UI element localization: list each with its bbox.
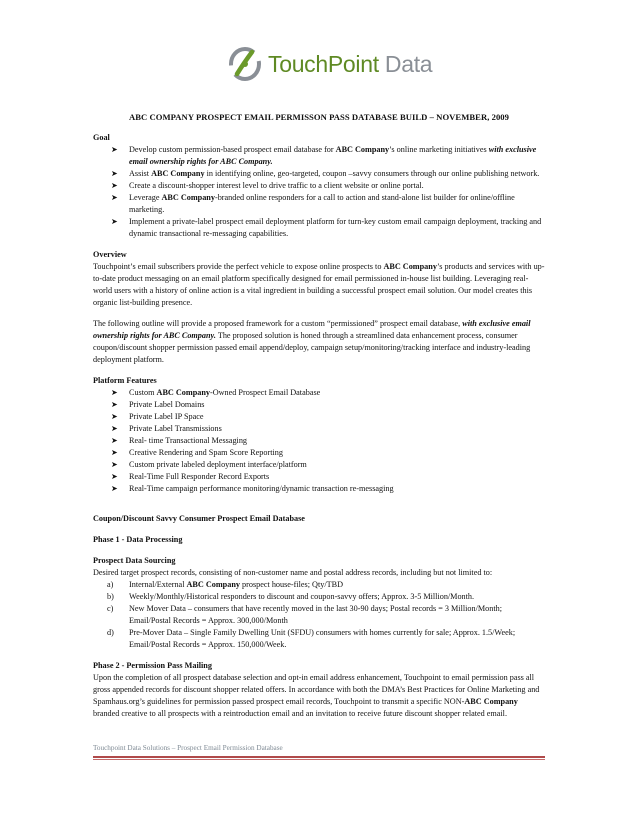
logo-name-part1: TouchPoint xyxy=(268,50,379,77)
arrow-bullet-icon: ➤ xyxy=(111,193,118,202)
feature-text: Private Label IP Space xyxy=(129,412,204,421)
overview-p2-emphasis: with exclusive email ownership rights for ABC Company. xyxy=(93,319,531,340)
goal-2-text-end: in identifying online, geo-targeted, coupon –savvy consumers through our online publishing network. xyxy=(204,169,540,178)
touchpoint-logo xyxy=(228,44,432,84)
spacer xyxy=(93,525,545,534)
spacer xyxy=(93,240,545,249)
list-marker: c) xyxy=(107,604,114,613)
list-marker: d) xyxy=(107,628,114,637)
company-name: ABC Company xyxy=(186,580,240,589)
source-d-text: Pre-Mover Data – Single Family Dwelling Unit (SFDU) consumers with homes currently for sale; Approx. 1.5/Week; Email/Postal Records = Approx. 150,000/Week. xyxy=(129,628,516,649)
feature-text: Real-Time campaign performance monitoring/dynamic transaction re-messaging xyxy=(129,484,394,493)
spacer xyxy=(93,651,545,660)
feature-text: Private Label Domains xyxy=(129,400,205,409)
phase-2-heading: Phase 2 - Permission Pass Mailing xyxy=(93,661,212,670)
source-a-text: Internal/External xyxy=(129,580,187,589)
phase-1-intro: Desired target prospect records, consisting of non-customer name and postal address records, including but not limited to: xyxy=(93,568,493,577)
phase-1-heading: Phase 1 - Data Processing xyxy=(93,535,183,544)
company-name: ABC Company xyxy=(335,145,390,154)
company-name: ABC Company xyxy=(161,193,215,202)
spacer xyxy=(93,366,545,375)
company-name: ABC Company xyxy=(156,388,210,397)
spacer xyxy=(93,546,545,555)
list-item xyxy=(107,627,545,651)
coupon-database-heading: Coupon/Discount Savvy Consumer Prospect Email Database xyxy=(93,514,305,523)
footer-rule-thin xyxy=(93,759,545,760)
overview-p2-text-end: The proposed solution is honed through a streamlined data enhancement process, consumer coupon/discount shopper permission passed email append/deploy, campaign setup/monitoring/tracking interface and industry-leading deployment platform. xyxy=(93,331,531,364)
list-item xyxy=(111,168,545,180)
spacer xyxy=(93,495,545,513)
list-item xyxy=(111,459,545,471)
overview-p1-text-end: ’s products and services with up-to-date product messaging on an email platform specifically designed for email permissioned in-house list building. Leveraging real-world users with a history of online action is a vital ingredient in building a successful prospect email solution. Our model creates this organic list-building presence. xyxy=(93,262,545,307)
list-item xyxy=(111,216,545,240)
document-body xyxy=(93,132,545,720)
arrow-bullet-icon: ➤ xyxy=(111,217,118,226)
arrow-bullet-icon: ➤ xyxy=(111,484,118,493)
source-c-text: New Mover Data – consumers that have recently moved in the last 30-90 days; Postal records = 3 Million/Month; Email/Postal Records = Approx. 300,000/Month xyxy=(129,604,502,625)
company-name: ABC Company xyxy=(464,697,518,706)
platform-features-heading: Platform Features xyxy=(93,376,157,385)
arrow-bullet-icon: ➤ xyxy=(111,388,118,397)
arrow-bullet-icon: ➤ xyxy=(111,169,118,178)
company-name: ABC Company xyxy=(151,169,205,178)
list-item xyxy=(111,399,545,411)
list-item xyxy=(111,387,545,399)
arrow-bullet-icon: ➤ xyxy=(111,460,118,469)
source-a-text-end: prospect house-files; Qty/TBD xyxy=(239,580,343,589)
overview-paragraph-2 xyxy=(93,318,545,366)
list-item xyxy=(111,192,545,216)
arrow-bullet-icon: ➤ xyxy=(111,436,118,445)
feature-text: Private Label Transmissions xyxy=(129,424,222,433)
arrow-bullet-icon: ➤ xyxy=(111,472,118,481)
goal-1-text: Develop custom permission-based prospect email database for xyxy=(129,145,336,154)
list-item xyxy=(111,483,545,495)
page-footer: Touchpoint Data Solutions – Prospect Email Permission Database xyxy=(93,744,283,752)
source-b-text: Weekly/Monthly/Historical responders to discount and coupon-savvy offers; Approx. 3-5 Million/Month. xyxy=(129,592,475,601)
list-item xyxy=(107,603,545,627)
overview-heading: Overview xyxy=(93,250,127,259)
goal-4-text: Leverage xyxy=(129,193,162,202)
logo-wordmark xyxy=(268,51,432,78)
goal-heading: Goal xyxy=(93,133,110,142)
feature-text: Custom private labeled deployment interface/platform xyxy=(129,460,307,469)
arrow-bullet-icon: ➤ xyxy=(111,181,118,190)
list-item xyxy=(111,435,545,447)
goal-5-text: Implement a private-label prospect email deployment platform for turn-key custom email campaign deployment, tracking and dynamic transactional re-messaging capabilities. xyxy=(129,217,542,238)
platform-features-list xyxy=(93,387,545,495)
document-title: ABC COMPANY PROSPECT EMAIL PERMISSON PASS DATABASE BUILD – NOVEMBER, 2009 xyxy=(129,112,509,122)
list-item xyxy=(107,591,545,603)
phase-2-text: Upon the completion of all prospect database selection and opt-in email address enhancement, Touchpoint to email permission pass all gross appended records for discount shopper related offers. In accordance with both the DMA’s Best Practices for Online Marketing and Spamhaus.org’s guidelines for permission passed prospect email records, Touchpoint to transmit a specific NON- xyxy=(93,673,540,706)
spacer xyxy=(93,309,545,318)
goal-list xyxy=(93,144,545,240)
list-item xyxy=(111,180,545,192)
goal-3-text: Create a discount-shopper interest level to drive traffic to a client website or online portal. xyxy=(129,181,424,190)
arrow-bullet-icon: ➤ xyxy=(111,448,118,457)
list-item xyxy=(111,471,545,483)
feature-text: Creative Rendering and Spam Score Reporting xyxy=(129,448,283,457)
list-item xyxy=(111,411,545,423)
phase-2-text-end: branded creative to all prospects with a reintroduction email and an invitation to receive future discount shopper related email. xyxy=(93,709,508,718)
feature-1-text: Custom xyxy=(129,388,157,397)
phase-2-paragraph xyxy=(93,672,545,720)
list-item xyxy=(111,423,545,435)
list-item xyxy=(111,447,545,459)
arrow-bullet-icon: ➤ xyxy=(111,424,118,433)
goal-2-text: Assist xyxy=(129,169,152,178)
prospect-data-sourcing-heading: Prospect Data Sourcing xyxy=(93,556,176,565)
footer-rule xyxy=(93,756,545,758)
list-marker: b) xyxy=(107,592,114,601)
touchpoint-swirl-icon xyxy=(228,46,262,82)
overview-p2-text: The following outline will provide a proposed framework for a custom “permissioned” prospect email database, xyxy=(93,319,463,328)
sourcing-list xyxy=(93,579,545,651)
overview-p1-text: Touchpoint’s email subscribers provide the perfect vehicle to expose online prospects to xyxy=(93,262,384,271)
company-name: ABC Company xyxy=(383,262,437,271)
arrow-bullet-icon: ➤ xyxy=(111,400,118,409)
arrow-bullet-icon: ➤ xyxy=(111,145,118,154)
feature-text: Real-Time Full Responder Record Exports xyxy=(129,472,270,481)
logo-name-part2: Data xyxy=(384,50,433,77)
goal-1-text-end: ’s online marketing initiatives xyxy=(389,145,487,154)
list-item xyxy=(111,144,545,168)
list-item xyxy=(107,579,545,591)
feature-text: Real- time Transactional Messaging xyxy=(129,436,248,445)
overview-paragraph-1 xyxy=(93,261,545,309)
arrow-bullet-icon: ➤ xyxy=(111,412,118,421)
list-marker: a) xyxy=(107,580,114,589)
goal-4-text-end: -branded online responders for a call to action and stand-alone list builder for online/offline marketing. xyxy=(129,193,515,214)
feature-1-text-end: -Owned Prospect Email Database xyxy=(210,388,321,397)
goal-1-emphasis: with exclusive email ownership rights for ABC Company. xyxy=(129,145,537,166)
